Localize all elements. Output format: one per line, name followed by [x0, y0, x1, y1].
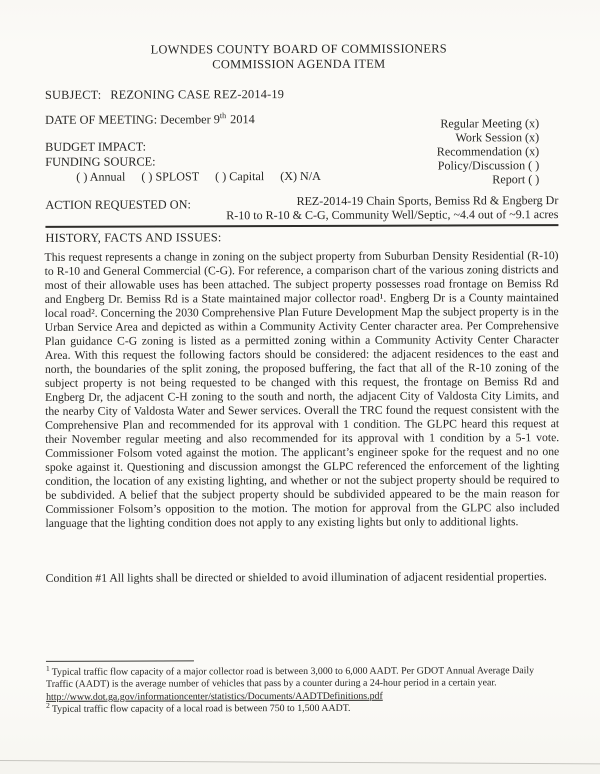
footnote-1-marker: 1 — [45, 663, 50, 673]
history-body-paragraph: This request represents a change in zoning on the subject property from Suburban Density Residential (R-10) to R-10 and General Commercial (C-G). For reference, a comparison chart of the various zoning districts and most of their allowable uses has been attached. The subject property possesses road frontage on Bemiss Rd and Engberg Dr. Bemiss Rd is a State maintained major collector road¹. Engberg Dr is a County maintained local road². Concerning the 2030 Comprehensive Plan Future Development Map the subject property is in the Urban Service Area and depicted as within a Community Activity Center character area. Per Comprehensive Plan guidance C-G zoning is listed as a permitted zoning within a Community Activity Center Character Area. With this request the following factors should be considered: the adjacent residences to the east and north, the boundaries of the split zoning, the proposed buffering, the fact that all of the R-10 zoning of the subject property is not being requested to be changed with this request, the frontage on Bemiss Rd and Engberg Dr, the adjacent C-H zoning to the south and north, the adjacent City of Valdosta City Limits, and the nearby City of Valdosta Water and Sewer services. Overall the TRC found the request consistent with the Comprehensive Plan and recommended for its approval with 1 condition. The GLPC heard this request at their November regular meeting and also recommended for its approval with 1 condition by a 5-1 vote. Commissioner Folsom voted against the motion. The applicant’s engineer spoke for the request and no one spoke against it. Questioning and discussion amongst the GLPC referenced the enforcement of the lighting condition, the location of any existing lighting, and whether or not the subject property should be required to be subdivided. A belief that the subject property should be subdivided appeared to be the main reason for Commissioner Folsom’s opposition to the motion. The motion for approval from the GLPC also included language that the lighting condition does not apply to any existing lights but only to additional lights. — [44, 249, 560, 530]
action-requested-detail — [45, 194, 558, 223]
condition-1-text: Condition #1 All lights shall be directed or shielded to avoid illumination of adjacent residential properties. — [45, 570, 547, 585]
history-facts-issues-heading: HISTORY, FACTS AND ISSUES: — [45, 230, 222, 245]
budget-impact-label: BUDGET IMPACT: — [45, 139, 147, 154]
action-requested-line1: REZ-2014-19 Chain Sports, Bemiss Rd & Engberg Dr — [296, 193, 559, 209]
funding-option-splost: ( ) SPLOST — [141, 169, 200, 184]
footnote-1-url: http://www.dot.ga.gov/informationcenter/statistics/Documents/AADTDefinitions.pdf — [46, 690, 383, 703]
action-requested-section — [45, 194, 558, 228]
funding-source-label: FUNDING SOURCE: — [45, 154, 156, 169]
funding-option-na: (X) N/A — [280, 168, 321, 184]
date-ordinal: th — [219, 111, 227, 121]
date-year: 2014 — [230, 112, 255, 127]
footnote-1-text: Typical traffic flow capacity of a major collector road is between 3,000 to 6,000 AADT. Per GDOT Annual Average Daily Traffic (AADT) is the average number of vehicles that pass by a counter during a 24-hour period in a certain year. — [46, 665, 535, 691]
action-requested-line2: R-10 to R-10 & C-G, Community Well/Septic, ~4.4 out of ~9.1 acres — [226, 206, 559, 223]
footnote-2-text: Typical traffic flow capacity of a local road is between 750 to 1,500 AADT. — [51, 702, 351, 715]
org-title: LOWNDES COUNTY BOARD OF COMMISSIONERS — [150, 41, 448, 57]
meeting-type-work-session: Work Session (x) — [455, 130, 540, 145]
subject-value: REZONING CASE REZ-2014-19 — [110, 87, 285, 102]
subject-label: SUBJECT: — [44, 87, 102, 102]
footnote-separator-rule — [46, 660, 194, 662]
footnote-2 — [46, 702, 561, 716]
meeting-type-report: Report ( ) — [492, 172, 540, 187]
document-type-title: COMMISSION AGENDA ITEM — [212, 56, 386, 72]
meeting-type-policy-discussion: Policy/Discussion ( ) — [437, 158, 540, 173]
footnote-2-marker: 2 — [46, 700, 50, 710]
footnote-1 — [46, 665, 561, 704]
date-label-and-day: DATE OF MEETING: December 9 — [45, 112, 220, 127]
action-requested-label: ACTION REQUESTED ON: — [45, 197, 191, 212]
funding-option-capital: ( ) Capital — [215, 169, 265, 184]
date-of-meeting-row — [45, 112, 255, 128]
footnotes-section — [46, 665, 561, 716]
funding-options-row — [76, 169, 334, 185]
meeting-type-regular: Regular Meeting (x) — [440, 116, 540, 131]
funding-option-annual: ( ) Annual — [76, 169, 126, 184]
subject-row — [45, 87, 284, 103]
meeting-type-recommendation: Recommendation (x) — [436, 144, 540, 159]
document-header — [0, 41, 599, 73]
